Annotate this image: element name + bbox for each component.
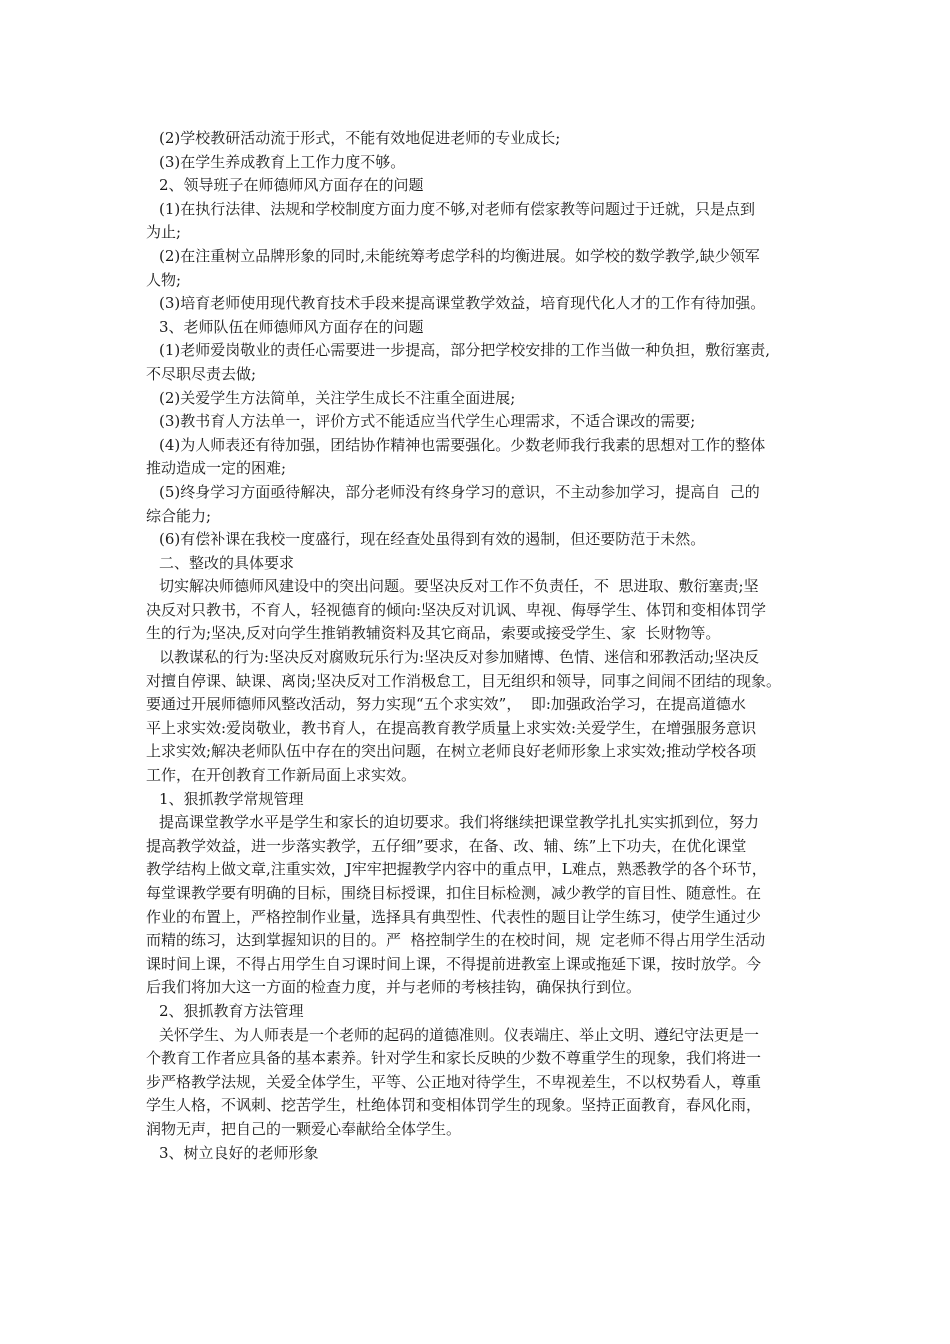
text-line: 工作，在开创教育工作新局面上求实效。 <box>146 766 417 785</box>
text-line: (1)老师爱岗敬业的责任心需要进一步提高，部分把学校安排的工作当做一种负担，敷衍塞责, <box>159 341 771 360</box>
text-line: (4)为人师表还有待加强，团结协作精神也需要强化。少数老师我行我素的思想对工作的整体 <box>159 435 766 454</box>
text-line: 以教谋私的行为:坚决反对腐败玩乐行为:坚决反对参加赌博、色情、迷信和邪教活动;坚决反 <box>159 648 760 667</box>
text-line: 每堂课教学要有明确的目标，围绕目标授课，扣住目标检测，减少教学的盲目性、随意性。在 <box>146 884 762 902</box>
text-line: (1)在执行法律、法规和学校制度方面力度不够,对老师有偿家教等问题过于迁就，只是点到 <box>159 199 756 218</box>
text-line: 综合能力; <box>146 506 212 525</box>
text-line: (2)学校教研活动流于形式，不能有效地促进老师的专业成长; <box>159 129 561 147</box>
text-line: 提高教学效益，进一步落实教学，五仔细”要求，在备、改、辅、练”上下功夫，在优化课堂 <box>146 836 747 855</box>
text-line: 切实解决师德师风建设中的突出问题。要坚决反对工作不负责任，不 思进取、敷衍塞责;坚 <box>159 577 759 596</box>
text-line: 关怀学生、为人师表是一个老师的起码的道德准则。仪表端庄、举止文明、遵纪守法更是一 <box>159 1025 760 1044</box>
text-line: 推动造成一定的困难; <box>146 459 287 478</box>
document-body <box>146 127 810 1165</box>
text-line: 不尽职尽责去做; <box>146 364 257 383</box>
text-line: 后我们将加大这一方面的检查力度，并与老师的考核挂钩，确保执行到位。 <box>146 978 642 997</box>
text-line: 为止; <box>146 223 182 242</box>
text-line: 学生人格，不讽刺、挖苦学生，杜绝体罚和变相体罚学生的现象。坚持正面教育，春风化雨， <box>146 1096 762 1115</box>
text-line: 1、狠抓教学常规管理 <box>159 789 304 808</box>
text-line: 提高课堂教学水平是学生和家长的迫切要求。我们将继续把课堂教学扎扎实实抓到位，努力 <box>159 813 760 832</box>
text-line: 决反对只教书，不育人，轻视德育的倾向:坚决反对讥讽、卑视、侮辱学生、体罚和变相体罚学 <box>146 600 767 619</box>
text-line: (3)教书育人方法单一，评价方式不能适应当代学生心理需求，不适合课改的需要; <box>159 412 696 431</box>
text-line: 3、树立良好的老师形象 <box>159 1143 319 1162</box>
text-line: 人物; <box>146 270 182 289</box>
text-line: 而精的练习，达到掌握知识的目的。严 格控制学生的在校时间，规 定老师不得占用学生活动 <box>146 931 766 950</box>
text-line: 个教育工作者应具备的基本素养。针对学生和家长反映的少数不尊重学生的现象，我们将进一 <box>146 1049 762 1068</box>
text-line: 教学结构上做文章,注重实效，J牢牢把握教学内容中的重点甲，L难点，熟悉教学的各个环节， <box>146 860 767 879</box>
text-line: 润物无声，把自己的一颗爱心奉献给全体学生。 <box>146 1119 462 1138</box>
text-line: 上求实效;解决老师队伍中存在的突出问题，在树立老师良好老师形象上求实效;推动学校各项 <box>146 742 757 761</box>
text-line: 二、整改的具体要求 <box>159 553 295 572</box>
text-line: 对擅自停课、缺课、离岗;坚决反对工作消极怠工，目无组织和领导，同事之间闹不团结的现象。 <box>146 671 782 690</box>
text-line: 作业的布置上，严格控制作业量，选择具有典型性、代表性的题目让学生练习，使学生通过少 <box>146 907 762 926</box>
text-line: 2、领导班子在师德师风方面存在的问题 <box>159 176 424 195</box>
text-line: (3)培育老师使用现代教育技术手段来提高课堂教学效益，培育现代化人才的工作有待加强。 <box>159 294 766 313</box>
text-line: 步严格教学法规，关爱全体学生，平等、公正地对待学生，不卑视差生，不以权势看人，尊重 <box>146 1072 762 1091</box>
text-line: (6)有偿补课在我校一度盛行，现在经查处虽得到有效的遏制，但还要防范于未然。 <box>159 530 706 549</box>
text-line: (5)终身学习方面亟待解决，部分老师没有终身学习的意识，不主动参加学习，提高自 己的 <box>159 482 760 501</box>
text-line: 3、老师队伍在师德师风方面存在的问题 <box>159 317 424 336</box>
text-line: (3)在学生养成教育上工作力度不够。 <box>159 152 406 171</box>
text-line: (2)在注重树立品牌形象的同时,未能统筹考虑学科的均衡进展。如学校的数学教学,缺少领军 <box>159 246 760 265</box>
text-line: 生的行为;坚决,反对向学生推销教辅资料及其它商品，索要或接受学生、家 长财物等。 <box>146 624 721 643</box>
text-line: (2)关爱学生方法简单，关注学生成长不注重全面进展; <box>159 388 516 407</box>
text-line: 平上求实效:爱岗敬业，教书育人，在提高教育教学质量上求实效:关爱学生，在增强服务意识 <box>146 718 757 737</box>
text-line: 要通过开展师德师风整改活动，努力实现“五个求实效”， 即:加强政治学习，在提高道德水 <box>146 695 746 714</box>
text-line: 2、狠抓教育方法管理 <box>159 1001 304 1020</box>
text-line: 课时间上课，不得占用学生自习课时间上课，不得提前进教室上课或拖延下课，按时放学。今 <box>146 954 762 973</box>
